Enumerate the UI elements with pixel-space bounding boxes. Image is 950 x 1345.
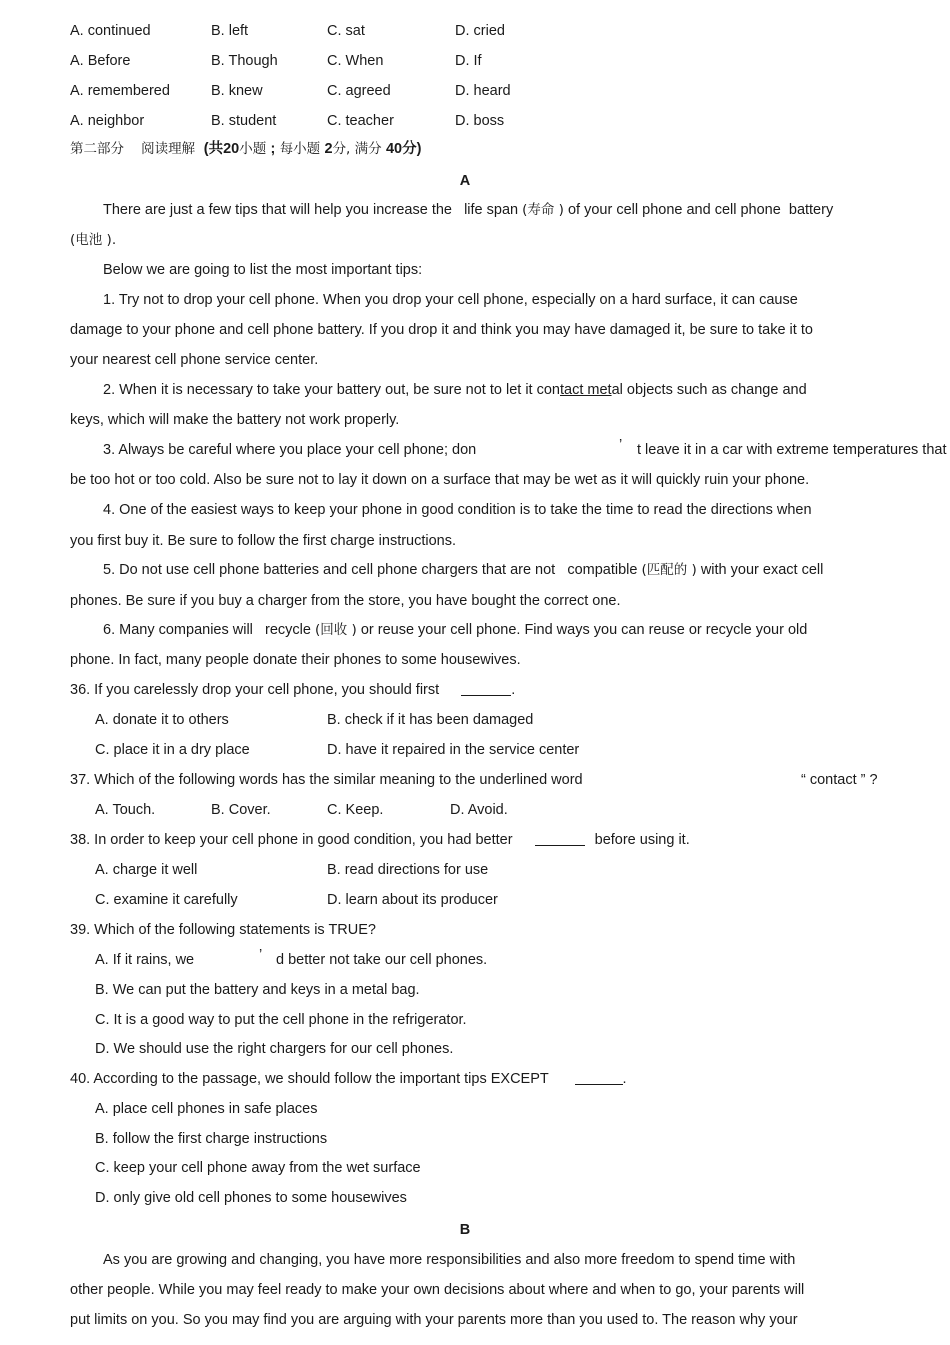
term-battery: battery <box>788 202 834 218</box>
option-c: C. agreed <box>327 83 391 99</box>
question-39-stem: 39. Which of the following statements is TRUE? <box>70 922 376 938</box>
option-d: D. have it repaired in the service center <box>327 742 580 758</box>
tip-6-line <box>103 621 807 639</box>
option-a: A. Touch. <box>95 802 156 818</box>
tip-2-line: keys, which will make the battery not work properly. <box>70 412 400 428</box>
text: 5. Do not use cell phone batteries and cell phone chargers that are not <box>103 562 556 578</box>
option-d: D. learn about its producer <box>327 892 498 908</box>
option-c: C. Keep. <box>327 802 384 818</box>
text: with your exact cell <box>700 562 824 578</box>
section-header <box>70 140 421 158</box>
tip-5-line <box>103 561 823 579</box>
underlined-contact: tact met <box>559 382 612 398</box>
option-c: C. place it in a dry place <box>95 742 250 758</box>
option-d: D. heard <box>455 83 511 99</box>
section-each: 每小题 <box>279 141 321 157</box>
option-b: B. student <box>211 113 277 129</box>
option-c: C. sat <box>327 23 365 39</box>
paragraph-line: (电池 ). <box>70 232 117 248</box>
passage-b-heading: B <box>459 1222 471 1238</box>
tip-3-line: be too hot or too cold. Also be sure not to lay it down on a surface that may be wet as it will quickly ruin your phone. <box>70 472 810 488</box>
answer-blank <box>575 1070 623 1085</box>
text: 38. In order to keep your cell phone in good condition, you had better <box>70 832 513 848</box>
tip-4-line: 4. One of the easiest ways to keep your phone in good condition is to take the time to read the directions when <box>103 502 812 518</box>
section-count: 20 <box>223 141 240 157</box>
section-semi: ; <box>270 141 276 157</box>
text: before using it. <box>594 832 690 848</box>
option-a: A. remembered <box>70 83 170 99</box>
tip-1-line: your nearest cell phone service center. <box>70 352 319 368</box>
option-d: D. cried <box>455 23 505 39</box>
passage-a-heading: A <box>459 173 471 189</box>
text: 6. Many companies will <box>103 622 253 638</box>
term-life-span: life span <box>464 202 519 218</box>
option-c: C. keep your cell phone away from the wet surface <box>95 1160 421 1176</box>
paragraph-line: Below we are going to list the most important tips: <box>103 262 423 278</box>
apostrophe: ’ <box>619 437 623 453</box>
text: 40. According to the passage, we should follow the important tips EXCEPT <box>70 1071 549 1087</box>
option-b: B. Though <box>211 53 278 69</box>
gloss: (回收 ) <box>314 622 357 638</box>
option-a: d better not take our cell phones. <box>276 952 488 968</box>
option-b: B. left <box>211 23 249 39</box>
option-d: D. If <box>455 53 482 69</box>
question-36-stem <box>70 681 515 699</box>
paragraph-line: other people. While you may feel ready to make your own decisions about where and when to go, your parents will <box>70 1282 805 1298</box>
tip-6-line: phone. In fact, many people donate their phones to some housewives. <box>70 652 521 668</box>
text: . <box>622 1071 627 1087</box>
option-b: B. follow the first charge instructions <box>95 1131 328 1147</box>
text: 36. If you carelessly drop your cell phone, you should first <box>70 682 440 698</box>
section-close: 分) <box>402 141 422 157</box>
term-recycle: recycle <box>265 622 311 638</box>
option-d: D. We should use the right chargers for our cell phones. <box>95 1041 454 1057</box>
text: al objects such as change and <box>611 382 807 398</box>
option-a: A. If it rains, we <box>95 952 195 968</box>
option-b: B. check if it has been damaged <box>327 712 534 728</box>
paragraph-line <box>103 201 833 219</box>
option-d: D. only give old cell phones to some housewives <box>95 1190 407 1206</box>
tip-1-line: damage to your phone and cell phone battery. If you drop it and think you may have damaged it, be sure to take it to <box>70 322 813 338</box>
option-b: B. We can put the battery and keys in a metal bag. <box>95 982 420 998</box>
option-a: A. continued <box>70 23 151 39</box>
text: of your cell phone and cell phone <box>567 202 781 218</box>
section-full: 满分 <box>354 141 382 157</box>
text: or reuse your cell phone. Find ways you can reuse or recycle your old <box>360 622 808 638</box>
option-b: B. knew <box>211 83 263 99</box>
option-c: C. examine it carefully <box>95 892 238 908</box>
option-b: B. Cover. <box>211 802 271 818</box>
option-a: A. charge it well <box>95 862 198 878</box>
option-d: D. boss <box>455 113 505 129</box>
section-points-unit: 分, <box>332 141 351 157</box>
tip-3-line: 3. Always be careful where you place your cell phone; don <box>103 442 477 458</box>
question-37-quote: “ contact ” ? <box>801 772 878 788</box>
question-37-stem: 37. Which of the following words has the similar meaning to the underlined word <box>70 772 583 788</box>
option-a: A. neighbor <box>70 113 145 129</box>
section-name: 阅读理解 <box>141 141 196 157</box>
section-unit: 小题 <box>239 141 267 157</box>
section-open: (共 <box>203 141 224 157</box>
option-c: C. When <box>327 53 384 69</box>
section-part: 第二部分 <box>70 141 124 157</box>
tip-1-line: 1. Try not to drop your cell phone. When you drop your cell phone, especially on a hard surface, it can cause <box>103 292 798 308</box>
tip-4-line: you first buy it. Be sure to follow the first charge instructions. <box>70 533 457 549</box>
option-a: A. donate it to others <box>95 712 229 728</box>
option-a: A. Before <box>70 53 131 69</box>
paragraph-line: put limits on you. So you may find you are arguing with your parents more than you used to. The reason why your <box>70 1312 798 1328</box>
apostrophe: ’ <box>259 947 263 963</box>
text: There are just a few tips that will help you increase the <box>103 202 452 218</box>
text: . <box>511 682 516 698</box>
option-c: C. It is a good way to put the cell phone in the refrigerator. <box>95 1012 467 1028</box>
gloss: (寿命 ) <box>522 202 564 218</box>
section-total: 40 <box>385 141 403 157</box>
tip-5-line: phones. Be sure if you buy a charger from the store, you have bought the correct one. <box>70 593 621 609</box>
option-b: B. read directions for use <box>327 862 489 878</box>
gloss: (匹配的 ) <box>641 562 697 578</box>
answer-blank <box>535 831 585 846</box>
option-c: C. teacher <box>327 113 394 129</box>
text: 2. When it is necessary to take your battery out, be sure not to let it con <box>103 382 560 398</box>
answer-blank <box>461 681 511 696</box>
tip-3-line: t leave it in a car with extreme temperatures that <box>637 442 947 458</box>
paragraph-line: As you are growing and changing, you have more responsibilities and also more freedom to spend time with <box>103 1252 796 1268</box>
section-points: 2 <box>324 141 333 157</box>
option-d: D. Avoid. <box>450 802 508 818</box>
question-40-stem <box>70 1070 627 1088</box>
question-38-stem <box>70 831 690 849</box>
option-a: A. place cell phones in safe places <box>95 1101 318 1117</box>
tip-2-line <box>103 381 807 399</box>
term-compatible: compatible <box>567 562 638 578</box>
